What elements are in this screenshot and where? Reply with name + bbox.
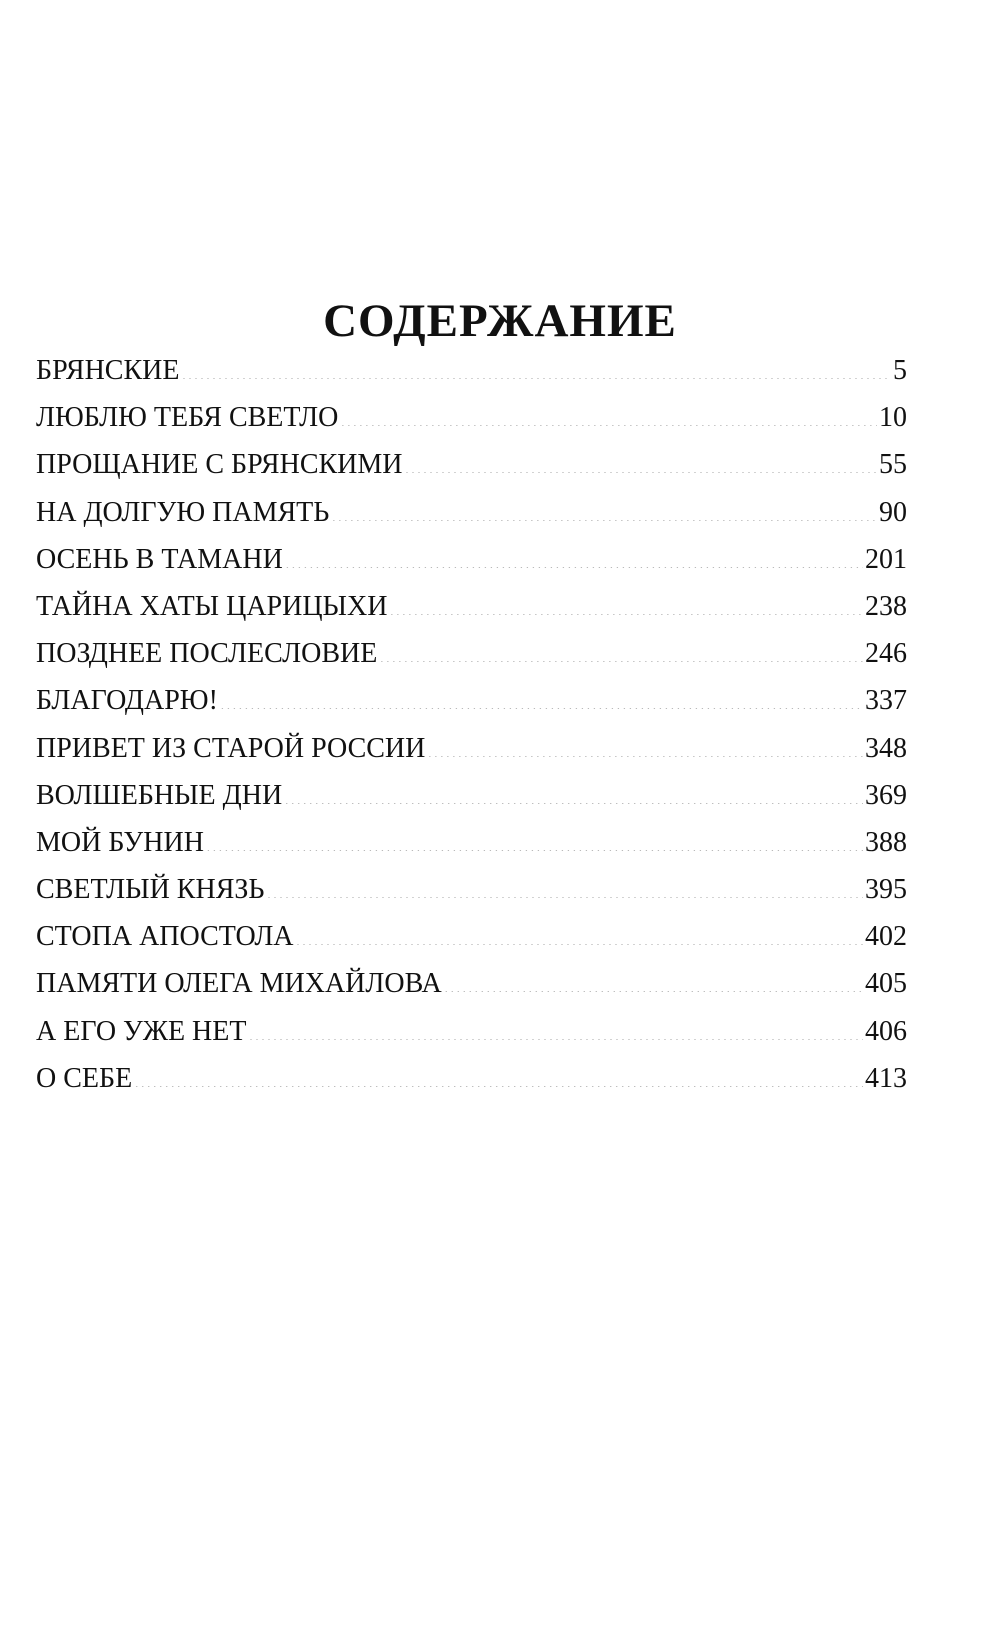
toc-entry-title: А ЕГО УЖЕ НЕТ xyxy=(36,1015,247,1047)
dot-leader xyxy=(444,964,863,992)
toc-entry-title: ОСЕНЬ В ТАМАНИ xyxy=(36,543,283,575)
dot-leader xyxy=(379,634,863,662)
toc-entry-title: БЛАГОДАРЮ! xyxy=(36,685,218,717)
toc-entry xyxy=(36,630,907,677)
toc-entry-page: 238 xyxy=(865,590,907,622)
dot-leader xyxy=(206,823,863,851)
toc-entry xyxy=(36,677,907,724)
toc-entry-title: БРЯНСКИЕ xyxy=(36,355,180,386)
toc-entry xyxy=(36,913,907,960)
toc-entry xyxy=(36,960,907,1007)
toc-entry xyxy=(36,441,907,488)
dot-leader xyxy=(220,681,863,709)
table-of-contents xyxy=(36,347,907,1102)
toc-entry xyxy=(36,866,907,913)
toc-entry xyxy=(36,1055,907,1102)
toc-entry-page: 10 xyxy=(879,402,907,434)
toc-entry-title: ЛЮБЛЮ ТЕБЯ СВЕТЛО xyxy=(36,402,339,434)
toc-entry xyxy=(36,1008,907,1055)
toc-entry xyxy=(36,725,907,772)
toc-entry-title: ПРОЩАНИЕ С БРЯНСКИМИ xyxy=(36,449,403,481)
toc-entry-title: ВОЛШЕБНЫЕ ДНИ xyxy=(36,779,283,811)
dot-leader xyxy=(181,351,891,379)
toc-entry-page: 201 xyxy=(865,543,907,575)
dot-leader xyxy=(296,917,863,945)
toc-entry-page: 337 xyxy=(865,685,907,717)
dot-leader xyxy=(134,1059,863,1087)
dot-leader xyxy=(331,493,877,521)
toc-entry-title: ТАЙНА ХАТЫ ЦАРИЦЫХИ xyxy=(36,590,388,622)
toc-entry-page: 402 xyxy=(865,921,907,953)
dot-leader xyxy=(340,398,877,426)
toc-entry xyxy=(36,347,907,394)
toc-entry-title: СВЕТЛЫЙ КНЯЗЬ xyxy=(36,874,265,906)
dot-leader xyxy=(285,540,863,568)
toc-entry-page: 369 xyxy=(865,779,907,811)
toc-entry-title: ПАМЯТИ ОЛЕГА МИХАЙЛОВА xyxy=(36,968,442,1000)
toc-entry xyxy=(36,536,907,583)
toc-entry-page: 406 xyxy=(865,1015,907,1047)
dot-leader xyxy=(405,445,877,473)
toc-entry-title: МОЙ БУНИН xyxy=(36,826,204,858)
toc-entry xyxy=(36,772,907,819)
dot-leader xyxy=(427,729,863,757)
toc-entry xyxy=(36,489,907,536)
toc-entry-page: 395 xyxy=(865,874,907,906)
toc-entry xyxy=(36,394,907,441)
toc-entry-page: 413 xyxy=(865,1062,907,1094)
toc-entry-page: 348 xyxy=(865,732,907,764)
toc-entry-page: 246 xyxy=(865,638,907,670)
toc-entry xyxy=(36,583,907,630)
toc-entry-title: ПОЗДНЕЕ ПОСЛЕСЛОВИЕ xyxy=(36,638,378,670)
dot-leader xyxy=(248,1012,863,1040)
dot-leader xyxy=(266,870,863,898)
toc-entry-title: О СЕБЕ xyxy=(36,1062,133,1094)
toc-entry-page: 55 xyxy=(879,449,907,481)
toc-entry-page: 5 xyxy=(893,355,907,386)
toc-entry-title: СТОПА АПОСТОЛА xyxy=(36,921,294,953)
toc-entry xyxy=(36,819,907,866)
toc-entry-page: 388 xyxy=(865,826,907,858)
toc-entry-page: 405 xyxy=(865,968,907,1000)
toc-entry-title: ПРИВЕТ ИЗ СТАРОЙ РОССИИ xyxy=(36,732,426,764)
toc-entry-page: 90 xyxy=(879,496,907,528)
page-title: СОДЕРЖАНИЕ xyxy=(323,295,677,348)
dot-leader xyxy=(284,776,863,804)
toc-entry-title: НА ДОЛГУЮ ПАМЯТЬ xyxy=(36,496,330,528)
dot-leader xyxy=(389,587,863,615)
